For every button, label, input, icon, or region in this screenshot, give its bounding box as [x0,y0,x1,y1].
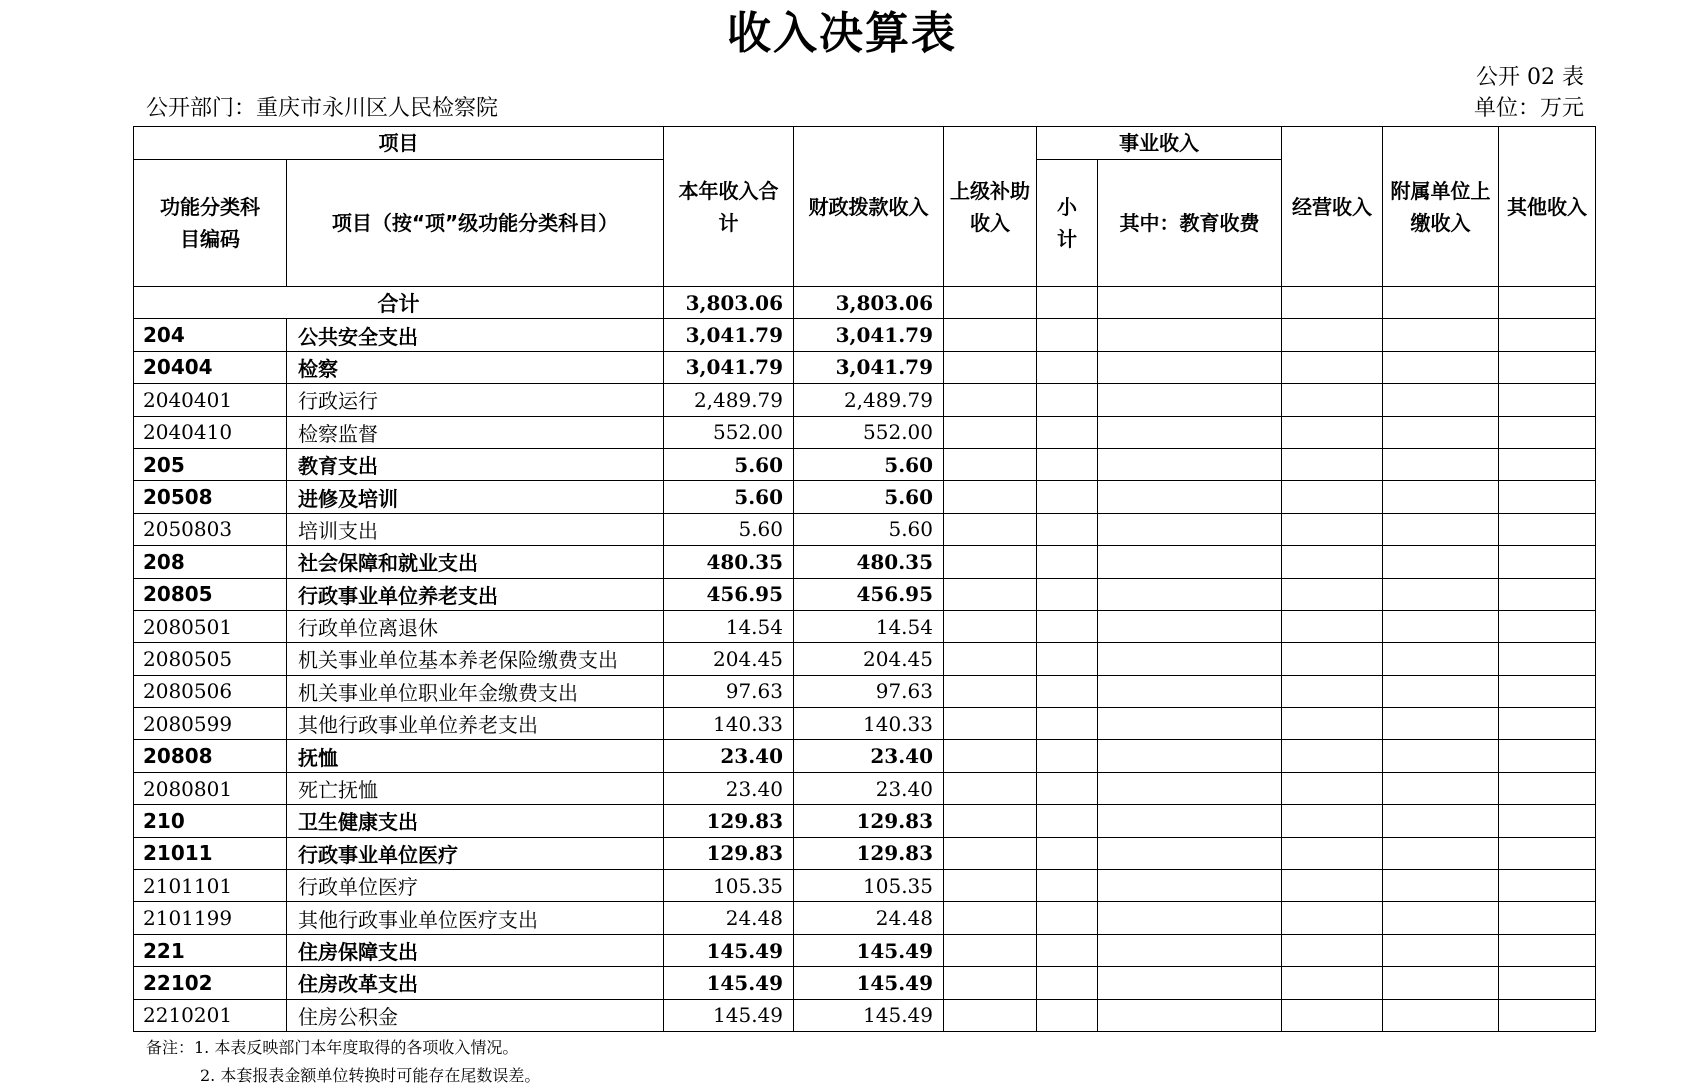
fiscal-cell: 129.83 [794,805,944,837]
empty-cell [1282,448,1383,480]
name-cell: 其他行政事业单位养老支出 [287,708,664,740]
fiscal-cell: 23.40 [794,772,944,804]
empty-cell [1383,675,1499,707]
empty-cell [1037,870,1098,902]
header-upper-subsidy [944,127,1037,287]
empty-cell [944,546,1037,578]
table-row [134,643,1596,675]
fiscal-cell: 5.60 [794,481,944,513]
total-cell: 145.49 [664,999,794,1031]
empty-cell [1037,416,1098,448]
header-fiscal-label: 财政拨款收入 [808,194,929,219]
fiscal-cell: 456.95 [794,578,944,610]
empty-cell [1037,448,1098,480]
empty-cell [1037,546,1098,578]
empty-cell [1499,319,1596,351]
empty-cell [1383,448,1499,480]
fiscal-cell: 97.63 [794,675,944,707]
fiscal-cell: 129.83 [794,837,944,869]
empty-cell [1383,416,1499,448]
fiscal-cell: 145.49 [794,934,944,966]
empty-cell [1037,999,1098,1031]
empty-cell [944,934,1037,966]
fiscal-cell: 480.35 [794,546,944,578]
empty-cell [1098,870,1282,902]
empty-cell [944,870,1037,902]
empty-cell [1499,870,1596,902]
table-row [134,967,1596,999]
header-business: 事业收入 [1037,127,1282,160]
empty-cell [1282,740,1383,772]
table-row [134,805,1596,837]
empty-cell [1499,967,1596,999]
empty-cell [1098,772,1282,804]
name-cell: 公共安全支出 [287,319,664,351]
fiscal-cell: 552.00 [794,416,944,448]
total-cell: 105.35 [664,870,794,902]
header-code [134,160,287,287]
empty-cell [944,643,1037,675]
fiscal-cell: 24.48 [794,902,944,934]
empty-cell [1098,967,1282,999]
table-row [134,772,1596,804]
code-cell: 2040410 [134,416,287,448]
table-row [134,740,1596,772]
total-cell: 97.63 [664,675,794,707]
empty-cell [1282,708,1383,740]
empty-cell [1499,805,1596,837]
name-cell: 其他行政事业单位医疗支出 [287,902,664,934]
empty-cell [1383,934,1499,966]
empty-cell [1282,772,1383,804]
code-cell: 210 [134,805,287,837]
table-row [134,708,1596,740]
empty-cell [1098,740,1282,772]
code-cell: 204 [134,319,287,351]
empty-cell [1282,578,1383,610]
income-table [133,126,1596,1032]
empty-cell [1037,578,1098,610]
empty-cell [1037,675,1098,707]
empty-cell [1282,870,1383,902]
header-code-label: 功能分类科目编码 [160,195,260,251]
empty-cell [1037,708,1098,740]
empty-cell [1383,837,1499,869]
header-name: 项目（按“项”级功能分类科目） [287,160,664,287]
name-cell: 行政单位医疗 [287,870,664,902]
fiscal-cell: 2,489.79 [794,384,944,416]
empty-cell [1499,675,1596,707]
empty-cell [1098,610,1282,642]
code-cell: 205 [134,448,287,480]
table-row [134,384,1596,416]
empty-cell [944,287,1037,319]
empty-cell [1383,513,1499,545]
table-row [134,999,1596,1031]
empty-cell [944,416,1037,448]
code-cell: 20404 [134,351,287,383]
empty-cell [944,351,1037,383]
empty-cell [1037,967,1098,999]
fiscal-cell: 105.35 [794,870,944,902]
table-row [134,675,1596,707]
empty-cell [1098,287,1282,319]
name-cell: 培训支出 [287,513,664,545]
table-row [134,578,1596,610]
code-cell: 22102 [134,967,287,999]
empty-cell [1037,481,1098,513]
name-cell: 行政事业单位医疗 [287,837,664,869]
empty-cell [1499,610,1596,642]
empty-cell [1098,902,1282,934]
empty-cell [1037,934,1098,966]
empty-cell [1098,578,1282,610]
empty-cell [1098,675,1282,707]
fiscal-cell: 5.60 [794,448,944,480]
empty-cell [1037,643,1098,675]
header-fiscal [794,127,944,287]
empty-cell [1282,513,1383,545]
total-row [134,287,1596,319]
code-cell: 2080801 [134,772,287,804]
total-cell: 204.45 [664,643,794,675]
name-cell: 机关事业单位基本养老保险缴费支出 [287,643,664,675]
empty-cell [1098,481,1282,513]
total-cell: 129.83 [664,805,794,837]
header-subtotal-label: 小计 [1057,195,1077,251]
empty-cell [1037,805,1098,837]
empty-cell [1499,513,1596,545]
empty-cell [1098,805,1282,837]
total-cell: 129.83 [664,837,794,869]
empty-cell [1499,287,1596,319]
empty-cell [1282,319,1383,351]
empty-cell [1282,287,1383,319]
empty-cell [1383,708,1499,740]
empty-cell [1037,319,1098,351]
empty-cell [1282,999,1383,1031]
name-cell: 检察 [287,351,664,383]
empty-cell [944,384,1037,416]
empty-cell [944,578,1037,610]
total-cell: 23.40 [664,772,794,804]
header-project: 项目 [134,127,664,160]
empty-cell [944,319,1037,351]
empty-cell [1499,740,1596,772]
empty-cell [1282,643,1383,675]
fiscal-cell: 14.54 [794,610,944,642]
code-cell: 2210201 [134,999,287,1031]
page-title: 收入决算表 [727,8,957,59]
empty-cell [1037,513,1098,545]
table-row [134,416,1596,448]
table-row [134,546,1596,578]
table-row [134,351,1596,383]
fiscal-cell: 145.49 [794,967,944,999]
empty-cell [944,448,1037,480]
name-cell: 行政事业单位养老支出 [287,578,664,610]
empty-cell [1383,805,1499,837]
empty-cell [1383,578,1499,610]
empty-cell [1499,416,1596,448]
empty-cell [1282,351,1383,383]
total-cell: 23.40 [664,740,794,772]
header-affiliated-label: 附属单位上缴收入 [1390,178,1491,235]
empty-cell [1383,546,1499,578]
empty-cell [944,481,1037,513]
name-cell: 行政运行 [287,384,664,416]
note-1: 备注：1. 本表反映部门本年度取得的各项收入情况。 [146,1038,519,1057]
empty-cell [1383,481,1499,513]
empty-cell [1383,384,1499,416]
empty-cell [1383,967,1499,999]
name-cell: 机关事业单位职业年金缴费支出 [287,675,664,707]
table-row [134,481,1596,513]
code-cell: 20805 [134,578,287,610]
total-cell: 5.60 [664,448,794,480]
empty-cell [1098,934,1282,966]
empty-cell [944,708,1037,740]
empty-cell [1499,578,1596,610]
empty-cell [944,610,1037,642]
header-total [664,127,794,287]
total-cell: 552.00 [664,416,794,448]
empty-cell [1499,384,1596,416]
empty-cell [1282,837,1383,869]
empty-cell [1098,546,1282,578]
empty-cell [1383,319,1499,351]
total-cell: 3,041.79 [664,351,794,383]
name-cell: 检察监督 [287,416,664,448]
code-cell: 2050803 [134,513,287,545]
total-fiscal: 3,803.06 [794,287,944,319]
total-amount: 3,803.06 [664,287,794,319]
empty-cell [1499,837,1596,869]
header-operating [1282,127,1383,287]
code-cell: 21011 [134,837,287,869]
header-operating-label: 经营收入 [1292,194,1372,219]
empty-cell [1037,740,1098,772]
empty-cell [944,772,1037,804]
name-cell: 社会保障和就业支出 [287,546,664,578]
empty-cell [1037,351,1098,383]
empty-cell [1282,481,1383,513]
empty-cell [1499,999,1596,1031]
empty-cell [1383,287,1499,319]
code-cell: 2080506 [134,675,287,707]
name-cell: 卫生健康支出 [287,805,664,837]
empty-cell [1499,934,1596,966]
name-cell: 住房公积金 [287,999,664,1031]
table-row [134,513,1596,545]
code-cell: 2101199 [134,902,287,934]
empty-cell [1098,708,1282,740]
empty-cell [1098,416,1282,448]
empty-cell [1499,708,1596,740]
name-cell: 死亡抚恤 [287,772,664,804]
name-cell: 行政单位离退休 [287,610,664,642]
empty-cell [1098,448,1282,480]
total-cell: 14.54 [664,610,794,642]
header-total-label: 本年收入合计 [678,178,779,235]
empty-cell [1098,513,1282,545]
total-cell: 480.35 [664,546,794,578]
empty-cell [1383,351,1499,383]
header-upper-subsidy-label: 上级补助收入 [950,178,1030,235]
total-cell: 456.95 [664,578,794,610]
note-2: 2. 本套报表金额单位转换时可能存在尾数误差。 [200,1066,541,1085]
name-cell: 抚恤 [287,740,664,772]
code-cell: 2080501 [134,610,287,642]
empty-cell [1383,999,1499,1031]
code-cell: 2101101 [134,870,287,902]
unit-label: 单位：万元 [1473,96,1584,121]
header-affiliated [1383,127,1499,287]
empty-cell [1282,610,1383,642]
total-label: 合计 [134,287,664,319]
empty-cell [1037,772,1098,804]
empty-cell [1499,448,1596,480]
empty-cell [944,837,1037,869]
fiscal-cell: 145.49 [794,999,944,1031]
code-cell: 208 [134,546,287,578]
fiscal-cell: 3,041.79 [794,319,944,351]
empty-cell [944,902,1037,934]
empty-cell [1037,384,1098,416]
code-cell: 2080505 [134,643,287,675]
empty-cell [1037,610,1098,642]
table-row [134,837,1596,869]
empty-cell [1282,416,1383,448]
empty-cell [1499,481,1596,513]
empty-cell [1282,805,1383,837]
empty-cell [1098,351,1282,383]
empty-cell [1037,902,1098,934]
empty-cell [944,967,1037,999]
empty-cell [1383,772,1499,804]
fiscal-cell: 3,041.79 [794,351,944,383]
table-row [134,870,1596,902]
name-cell: 住房保障支出 [287,934,664,966]
total-cell: 5.60 [664,481,794,513]
total-cell: 24.48 [664,902,794,934]
empty-cell [1282,934,1383,966]
empty-cell [1499,902,1596,934]
header-other [1499,127,1596,287]
empty-cell [1098,999,1282,1031]
empty-cell [1098,643,1282,675]
table-row [134,934,1596,966]
table-number: 公开 02 表 [1476,65,1584,90]
fiscal-cell: 23.40 [794,740,944,772]
header-subtotal [1037,160,1098,287]
empty-cell [1282,546,1383,578]
fiscal-cell: 5.60 [794,513,944,545]
department-label: 公开部门：重庆市永川区人民检察院 [146,96,499,121]
empty-cell [1499,772,1596,804]
name-cell: 进修及培训 [287,481,664,513]
code-cell: 2040401 [134,384,287,416]
code-cell: 20808 [134,740,287,772]
fiscal-cell: 204.45 [794,643,944,675]
empty-cell [1499,351,1596,383]
empty-cell [1282,967,1383,999]
empty-cell [1037,837,1098,869]
empty-cell [944,675,1037,707]
name-cell: 教育支出 [287,448,664,480]
table-row [134,448,1596,480]
table-row [134,902,1596,934]
total-cell: 5.60 [664,513,794,545]
empty-cell [1383,740,1499,772]
table-row [134,610,1596,642]
code-cell: 221 [134,934,287,966]
total-cell: 145.49 [664,934,794,966]
empty-cell [1098,384,1282,416]
table-row [134,319,1596,351]
empty-cell [1499,643,1596,675]
fiscal-cell: 140.33 [794,708,944,740]
empty-cell [944,805,1037,837]
empty-cell [1098,319,1282,351]
name-cell: 住房改革支出 [287,967,664,999]
empty-cell [1499,546,1596,578]
code-cell: 20508 [134,481,287,513]
empty-cell [1383,902,1499,934]
empty-cell [1383,643,1499,675]
empty-cell [1037,287,1098,319]
total-cell: 145.49 [664,967,794,999]
total-cell: 3,041.79 [664,319,794,351]
total-cell: 2,489.79 [664,384,794,416]
empty-cell [944,999,1037,1031]
empty-cell [1282,675,1383,707]
empty-cell [1282,384,1383,416]
header-edu-fee: 其中：教育收费 [1098,160,1282,287]
total-cell: 140.33 [664,708,794,740]
empty-cell [944,740,1037,772]
code-cell: 2080599 [134,708,287,740]
empty-cell [1282,902,1383,934]
empty-cell [1383,610,1499,642]
empty-cell [1098,837,1282,869]
empty-cell [944,513,1037,545]
empty-cell [1383,870,1499,902]
header-other-label: 其他收入 [1507,194,1587,219]
